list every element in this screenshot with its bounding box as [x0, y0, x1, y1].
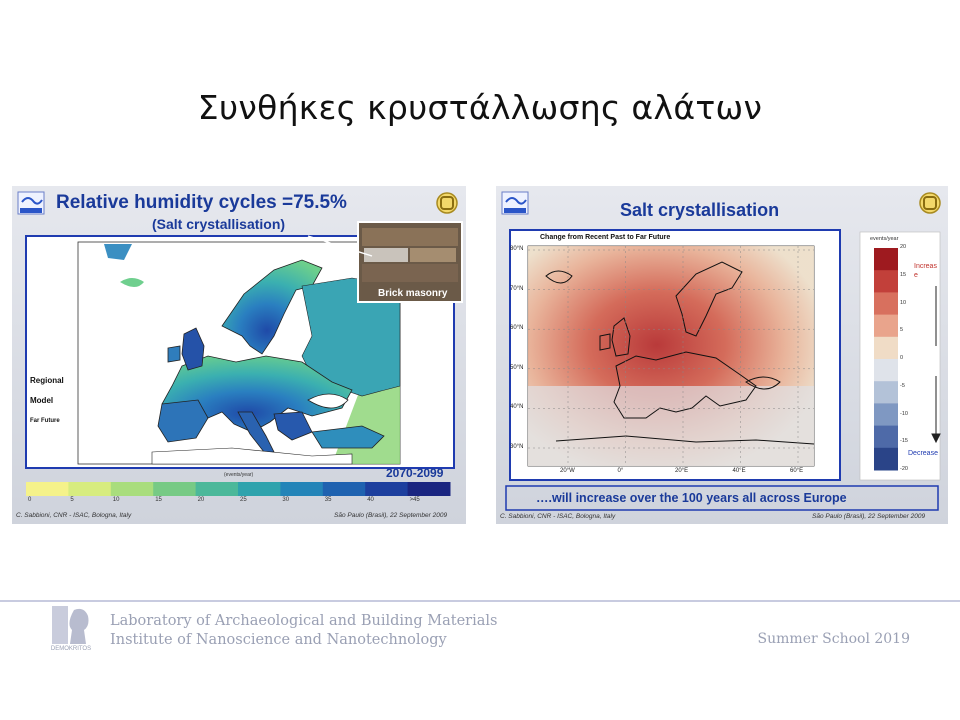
- humidity-colorbar: [26, 482, 451, 496]
- demokritos-bust-icon: [48, 604, 94, 646]
- colorbar-swatch: [68, 482, 111, 496]
- latitude-label: 40°N: [510, 404, 524, 411]
- colorbar-swatch: [111, 482, 154, 496]
- latitude-label: 50°N: [510, 364, 524, 371]
- colorbar-tick-label: 0: [28, 497, 32, 503]
- colorbar-swatch: [238, 482, 281, 496]
- change-scale-bar: [874, 248, 898, 471]
- footer-divider: [0, 600, 960, 602]
- scale-swatch: [874, 359, 898, 382]
- increase-label: Increase: [914, 263, 937, 279]
- scale-swatch: [874, 403, 898, 426]
- scale-tick-label: 20: [900, 244, 907, 250]
- slide-title: Συνθήκες κρυστάλλωσης αλάτων: [197, 88, 763, 127]
- latitude-label: 70°N: [510, 285, 524, 292]
- colorbar-tick-label: 5: [70, 497, 74, 503]
- demokritos-logo: [48, 604, 94, 656]
- colorbar-swatch: [365, 482, 408, 496]
- salt-caption: ….will increase over the 100 years all across Europe: [536, 491, 847, 505]
- scale-unit: events/year: [870, 236, 899, 242]
- colorbar-swatch: [408, 482, 451, 496]
- left-credit: C. Sabbioni, CNR - ISAC, Bologna, Italy: [16, 512, 132, 519]
- scale-swatch: [874, 381, 898, 404]
- right-credit: C. Sabbioni, CNR - ISAC, Bologna, Italy: [500, 513, 616, 520]
- colorbar-tick-label: 25: [240, 497, 247, 503]
- longitude-label: 60°E: [790, 468, 804, 474]
- lab-name: Laboratory of Archaeological and Building Materials: [110, 613, 498, 629]
- scale-tick-label: 10: [900, 299, 907, 306]
- latitude-label: 60°N: [510, 325, 524, 332]
- isac-logo-icon: [18, 192, 44, 214]
- colorbar-tick-label: 20: [197, 497, 205, 503]
- humidity-cycles-figure: [12, 186, 466, 524]
- salt-crystallisation-figure: [496, 186, 948, 524]
- scale-swatch: [874, 315, 898, 338]
- scale-tick-label: 0: [900, 355, 904, 361]
- brick-masonry-label: Brick masonry: [378, 288, 448, 299]
- period-label: 2070-2099: [386, 466, 444, 480]
- scale-swatch: [874, 270, 898, 293]
- scale-tick-label: 5: [900, 327, 904, 334]
- humidity-heading: Relative humidity cycles =75.5%: [56, 192, 347, 213]
- scale-tick-label: -20: [900, 466, 908, 472]
- legend-model: Model: [30, 396, 54, 405]
- decrease-label: Decrease: [908, 450, 938, 457]
- humidity-subheading: (Salt crystallisation): [152, 216, 286, 232]
- colorbar-unit: (events/year): [224, 472, 254, 478]
- longitude-label: 0°: [617, 468, 624, 474]
- institute-name: Institute of Nanoscience and Nanotechnology: [110, 632, 447, 648]
- latitude-label: 30°N: [510, 444, 524, 450]
- scale-swatch: [874, 426, 898, 449]
- colorbar-swatch: [26, 482, 69, 496]
- scale-swatch: [874, 337, 898, 360]
- longitude-label: 20°W: [560, 468, 575, 474]
- colorbar-tick-label: 10: [112, 497, 120, 503]
- legend-far-future: Far Future: [30, 418, 60, 424]
- logo-caption: DEMOKRITOS: [50, 646, 92, 652]
- colorbar-tick-label: >45: [409, 497, 420, 503]
- scale-tick-label: -5: [900, 382, 905, 389]
- longitude-label: 40°E: [732, 468, 746, 474]
- cnr-logo-icon: [437, 193, 457, 213]
- map-title: Change from Recent Past to Far Future: [540, 234, 671, 241]
- left-event: São Paulo (Brasil), 22 September 2009: [334, 512, 448, 519]
- scale-swatch: [874, 448, 898, 471]
- latitude-label: 80°N: [510, 246, 524, 252]
- colorbar-swatch: [280, 482, 323, 496]
- scale-tick-label: 15: [900, 271, 907, 278]
- scale-swatch: [874, 248, 898, 271]
- scale-swatch: [874, 292, 898, 315]
- colorbar-swatch: [196, 482, 239, 496]
- scale-tick-label: -10: [900, 410, 908, 417]
- colorbar-swatch: [323, 482, 366, 496]
- right-event: São Paulo (Brasil), 22 September 2009: [812, 513, 926, 520]
- salt-heading: Salt crystallisation: [620, 200, 780, 220]
- isac-logo-icon: [502, 192, 528, 214]
- scale-tick-label: -15: [900, 438, 908, 445]
- colorbar-tick-label: 30: [282, 497, 290, 503]
- colorbar-swatch: [153, 482, 196, 496]
- colorbar-tick-label: 40: [367, 497, 374, 503]
- cnr-logo-icon: [920, 193, 940, 213]
- summer-school-label: Summer School 2019: [757, 631, 910, 647]
- colorbar-tick-label: 15: [155, 497, 162, 503]
- colorbar-tick-label: 35: [324, 497, 332, 503]
- legend-regional: Regional: [30, 376, 64, 385]
- longitude-label: 20°E: [675, 468, 689, 474]
